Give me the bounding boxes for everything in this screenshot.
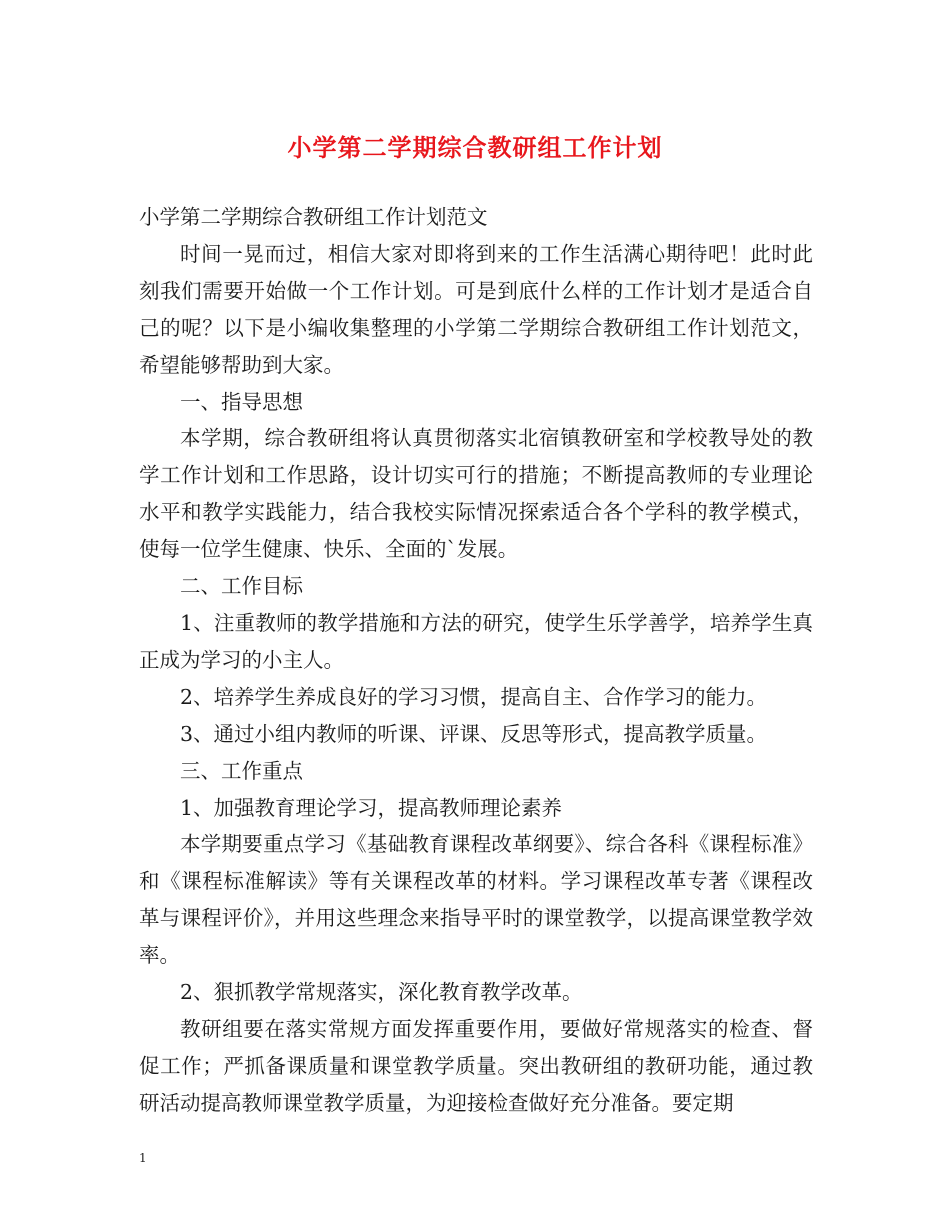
subtitle-paragraph: 小学第二学期综合教研组工作计划范文: [139, 205, 488, 229]
document-title: 小学第二学期综合教研组工作计划: [287, 133, 663, 162]
body-paragraph: 本学期要重点学习《基础教育课程改革纲要》、综合各科《课程标准》和《课程标准解读》等有关课程改革的材料。学习课程改革专著《课程改革与课程评价》，并用这些理念来指导平时的课堂教学，以提高课堂教学效率。: [139, 832, 813, 968]
document-body: [139, 199, 813, 1122]
section-heading-work-focus: 三、工作重点: [180, 758, 303, 783]
body-paragraph: 本学期，综合教研组将认真贯彻落实北宿镇教研室和学校教导处的教学工作计划和工作思路，设计切实可行的措施；不断提高教师的专业理论水平和教学实践能力，结合我校实际情况探索适合各个学科的教学模式，使每一位学生健康、快乐、全面的`发展。: [139, 426, 813, 562]
page-number: 1: [139, 1151, 147, 1165]
section-heading-guiding-thought: 一、指导思想: [180, 389, 303, 414]
body-paragraph: 教研组要在落实常规方面发挥重要作用，要做好常规落实的检查、督促工作；严抓备课质量和课堂教学质量。突出教研组的教研功能，通过教研活动提高教师课堂教学质量，为迎接检查做好充分准备。要定期: [139, 1016, 813, 1115]
list-item: 3、通过小组内教师的听课、评课、反思等形式，提高教学质量。: [180, 721, 768, 746]
section-heading-work-goals: 二、工作目标: [180, 574, 303, 599]
list-item: 1、注重教师的教学措施和方法的研究，使学生乐学善学，培养学生真正成为学习的小主人。: [139, 610, 813, 672]
intro-paragraph: 时间一晃而过，相信大家对即将到来的工作生活满心期待吧！此时此刻我们需要开始做一个工作计划。可是到底什么样的工作计划才是适合自己的呢？以下是小编收集整理的小学第二学期综合教研组工作计划范文，希望能够帮助到大家。: [139, 241, 813, 377]
list-item: 2、狠抓教学常规落实，深化教育教学改革。: [180, 980, 583, 1005]
list-item: 1、加强教育理论学习，提高教师理论素养: [180, 795, 563, 820]
list-item: 2、培养学生养成良好的学习习惯，提高自主、合作学习的能力。: [180, 684, 768, 709]
